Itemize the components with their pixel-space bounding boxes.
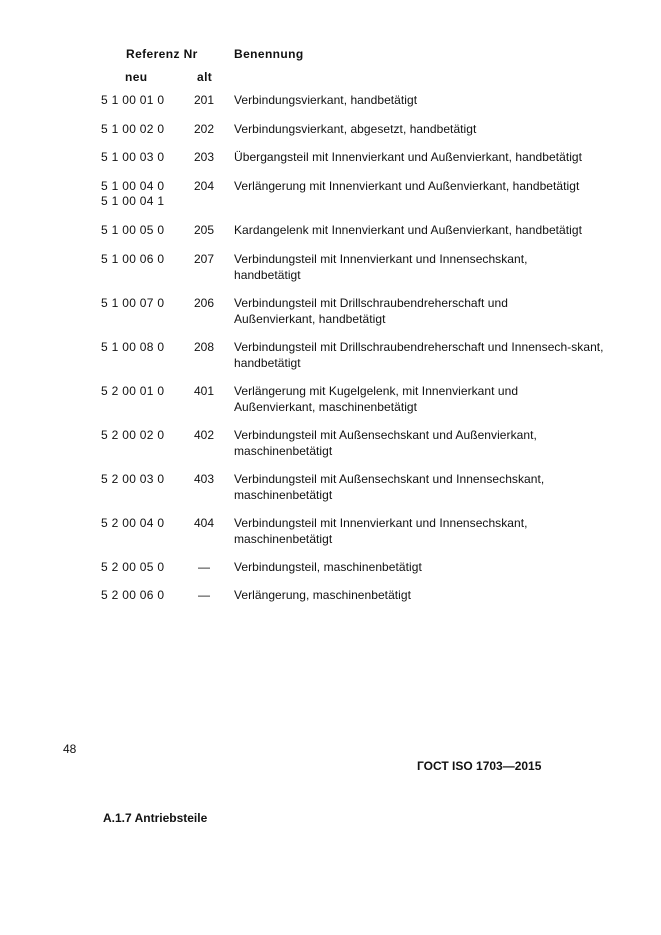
- neu-cell: [101, 560, 181, 575]
- alt-cell: 201: [193, 93, 215, 107]
- standard-designation: ГОСТ ISO 1703—2015: [417, 759, 542, 773]
- table-row: [0, 179, 661, 219]
- section-heading: A.1.7 Antriebsteile: [103, 811, 208, 825]
- benennung-cell: Verlängerung mit Innenvierkant und Außenvierkant, handbetätigt: [234, 179, 580, 193]
- neu-cell: [101, 150, 181, 165]
- benennung-cell: Verbindungsteil mit Drillschraubendreherschaft und Außenvierkant, handbetätigt: [234, 296, 508, 326]
- neu-number: 5 2 00 04 0: [101, 516, 165, 530]
- neu-cell: [101, 223, 181, 238]
- benennung-header: Benennung: [234, 47, 304, 61]
- benennung-cell: Kardangelenk mit Innenvierkant und Außenvierkant, handbetätigt: [234, 223, 582, 237]
- neu-cell: [101, 296, 181, 311]
- neu-cell: [101, 516, 181, 531]
- table-row: [0, 252, 661, 292]
- neu-number: 5 1 00 06 0: [101, 252, 165, 266]
- neu-number: 5 1 00 02 0: [101, 122, 165, 136]
- neu-cell: [101, 93, 181, 108]
- benennung-cell: Verbindungsteil, maschinenbetätigt: [234, 560, 422, 574]
- neu-cell: [101, 252, 181, 267]
- neu-cell: [101, 472, 181, 487]
- alt-cell: 203: [193, 150, 215, 164]
- page-number: 48: [63, 742, 77, 756]
- table-row: [0, 472, 661, 512]
- neu-number: 5 1 00 01 0: [101, 93, 165, 107]
- neu-cell: [101, 179, 181, 209]
- alt-cell: 208: [193, 340, 215, 354]
- neu-number: 5 2 00 05 0: [101, 560, 165, 574]
- neu-number: 5 2 00 03 0: [101, 472, 165, 486]
- alt-cell: 205: [193, 223, 215, 237]
- alt-cell: 204: [193, 179, 215, 193]
- neu-cell: [101, 588, 181, 603]
- alt-cell: 402: [193, 428, 215, 442]
- neu-number: 5 2 00 02 0: [101, 428, 165, 442]
- alt-subheader: alt: [197, 70, 213, 84]
- alt-cell: 202: [193, 122, 215, 136]
- neu-cell: [101, 428, 181, 443]
- benennung-cell: Übergangsteil mit Innenvierkant und Außenvierkant, handbetätigt: [234, 150, 583, 164]
- alt-cell: 206: [193, 296, 215, 310]
- benennung-cell: Verbindungsteil mit Außensechskant und Innensechskant, maschinenbetätigt: [234, 472, 545, 502]
- neu-subheader: neu: [125, 70, 148, 84]
- benennung-cell: Verbindungsvierkant, handbetätigt: [234, 93, 418, 107]
- neu-number: 5 1 00 07 0: [101, 296, 165, 310]
- benennung-cell: Verbindungsteil mit Innenvierkant und Innensechskant, maschinenbetätigt: [234, 516, 528, 546]
- table-row: [0, 340, 661, 380]
- neu-number: 5 1 00 04 0: [101, 179, 165, 193]
- neu-number: 5 2 00 01 0: [101, 384, 165, 398]
- neu-number: 5 1 00 08 0: [101, 340, 165, 354]
- benennung-cell: Verbindungsvierkant, abgesetzt, handbetätigt: [234, 122, 477, 136]
- neu-cell: [101, 122, 181, 137]
- benennung-cell: Verbindungsteil mit Innenvierkant und Innensechskant, handbetätigt: [234, 252, 528, 282]
- table-row: [0, 428, 661, 468]
- benennung-cell: Verlängerung mit Kugelgelenk, mit Innenvierkant und Außenvierkant, maschinenbetätigt: [234, 384, 519, 414]
- alt-cell: 404: [193, 516, 215, 530]
- neu-cell: [101, 384, 181, 399]
- benennung-cell: Verlängerung, maschinenbetätigt: [234, 588, 412, 602]
- table-row: [0, 296, 661, 336]
- table-row: [0, 384, 661, 424]
- referenz-header: Referenz Nr: [126, 47, 198, 61]
- benennung-cell: Verbindungsteil mit Drillschraubendreherschaft und Innensech-skant, handbetätigt: [234, 340, 604, 370]
- neu-cell: [101, 340, 181, 355]
- neu-number: 5 2 00 06 0: [101, 588, 165, 602]
- table-row: [0, 588, 661, 628]
- alt-cell: 403: [193, 472, 215, 486]
- neu-number: 5 1 00 03 0: [101, 150, 165, 164]
- neu-number: 5 1 00 04 1: [101, 194, 165, 208]
- alt-cell: —: [198, 588, 210, 602]
- neu-number: 5 1 00 05 0: [101, 223, 165, 237]
- alt-cell: 401: [193, 384, 215, 398]
- benennung-cell: Verbindungsteil mit Außensechskant und Außenvierkant, maschinenbetätigt: [234, 428, 537, 458]
- alt-cell: 207: [193, 252, 215, 266]
- table-row: [0, 516, 661, 556]
- alt-cell: —: [198, 560, 210, 574]
